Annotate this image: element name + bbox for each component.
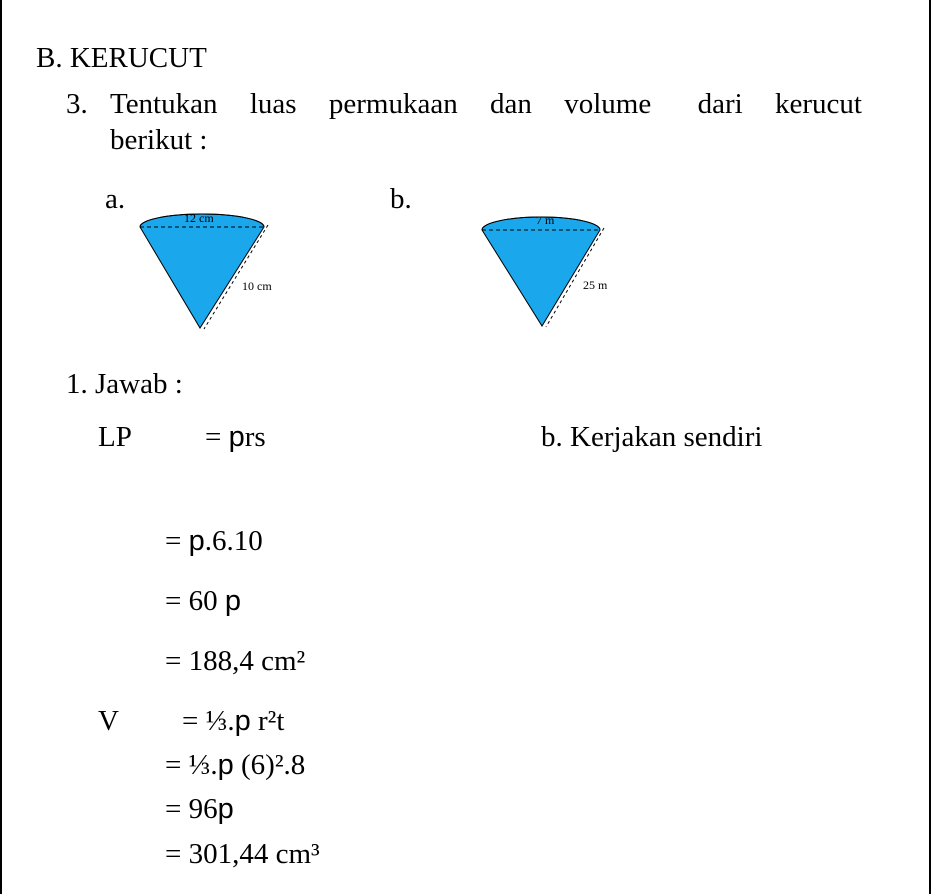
figure-a-label: a. (105, 183, 126, 215)
lp-step-3: = 188,4 cm² (165, 645, 306, 677)
pi-symbol: p (217, 749, 234, 781)
pi-symbol: p (234, 705, 251, 737)
cone-a-body (140, 214, 264, 328)
v-step1-rest: (6)².8 (241, 749, 306, 781)
cone-b-slant-label: 25 m (583, 278, 608, 292)
v-label: V (98, 705, 119, 737)
v-step-1 (165, 751, 305, 780)
lp-step-1 (165, 527, 263, 556)
section-title: B. KERUCUT (36, 42, 207, 74)
lp-formula (205, 423, 266, 452)
pi-symbol: p (188, 525, 205, 557)
v-step1-pre: = ⅓. (165, 749, 218, 781)
v-formula-rest: r²t (258, 705, 285, 737)
lp-formula-eq: = (205, 421, 222, 453)
question-word: dan (490, 88, 532, 120)
answer-heading: 1. Jawab : (66, 368, 183, 400)
figure-b-label: b. (390, 183, 412, 215)
lp-label: LP (98, 421, 132, 453)
right-note: b. Kerjakan sendiri (541, 421, 763, 453)
cone-a-slant-label: 10 cm (242, 279, 272, 293)
pi-symbol: p (228, 421, 245, 453)
cone-b-diameter-label: 7 m (536, 213, 555, 227)
question-word: permukaan (328, 88, 458, 120)
lp-step-2 (165, 587, 241, 616)
cone-figure-a (130, 205, 290, 335)
v-step-2 (165, 795, 234, 824)
cone-b-body (482, 217, 600, 326)
question-word: volume (564, 88, 652, 120)
lp-formula-rest: rs (244, 421, 266, 453)
v-formula (182, 707, 284, 736)
question-word: dari (697, 88, 743, 120)
question-word: kerucut (775, 88, 862, 120)
v-formula-pre: = ⅓. (182, 705, 235, 737)
question-word: luas (249, 88, 297, 120)
pi-symbol: p (224, 585, 241, 617)
question-number: 3. (66, 88, 88, 120)
lp-step2-pre: = 60 (165, 585, 218, 617)
v-step-3: = 301,44 cm³ (165, 838, 320, 870)
cone-figure-b (475, 205, 635, 335)
lp-step1-eq: = (165, 525, 182, 557)
question-text-line2: berikut : (110, 124, 208, 156)
v-step2-pre: = 96 (165, 793, 218, 825)
question-word: Tentukan (110, 88, 218, 120)
pi-symbol: p (217, 793, 234, 825)
lp-step1-rest: .6.10 (204, 525, 263, 557)
cone-a-diameter-label: 12 cm (184, 211, 214, 225)
question-text-line1 (110, 90, 862, 119)
